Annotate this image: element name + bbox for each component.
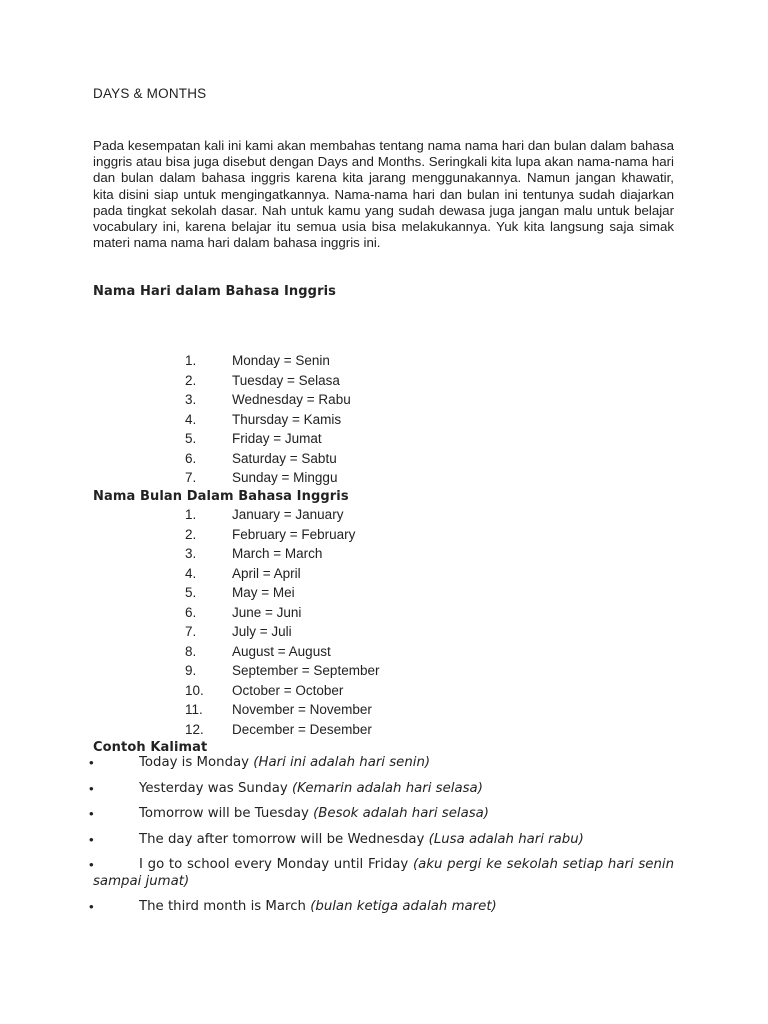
- sentence-text: I go to school every Monday until Friday: [139, 857, 413, 872]
- list-item: [89, 780, 674, 798]
- translation-text: (Hari ini adalah hari senin): [253, 755, 431, 770]
- sentence-text: Today is Monday: [139, 755, 254, 770]
- list-item: [89, 806, 674, 823]
- document-title: DAYS & MONTHS: [93, 86, 207, 101]
- bullet-icon: •: [89, 780, 94, 796]
- list-item: [89, 831, 674, 849]
- item-text: May = Mei: [232, 585, 295, 600]
- item-text: July = Juli: [232, 624, 292, 639]
- item-text: Monday = Senin: [232, 353, 330, 368]
- translation-text: (Besok adalah hari selasa): [313, 806, 489, 821]
- item-text: Tuesday = Selasa: [232, 372, 340, 388]
- list-item: [89, 857, 675, 890]
- item-number: 8.: [185, 643, 197, 659]
- item-text: June = Juni: [232, 604, 302, 620]
- item-text: Wednesday = Rabu: [232, 392, 351, 407]
- translation-text: (Lusa adalah hari rabu): [428, 831, 584, 847]
- item-text: April = April: [232, 565, 301, 581]
- months-heading: Nama Bulan Dalam Bahasa Inggris: [93, 489, 349, 504]
- item-text: November = November: [232, 702, 372, 717]
- bullet-icon: •: [89, 831, 94, 847]
- sentence-text: Tomorrow will be Tuesday: [139, 806, 314, 821]
- item-text: October = October: [232, 682, 344, 698]
- bullet-icon: •: [89, 755, 94, 770]
- item-number: 1.: [185, 353, 197, 368]
- item-number: 10.: [185, 682, 204, 698]
- item-text: Saturday = Sabtu: [232, 450, 337, 466]
- item-text: March = March: [232, 546, 323, 561]
- example-sentence: [93, 899, 674, 916]
- item-number: 5.: [185, 431, 197, 446]
- item-text: August = August: [232, 643, 331, 659]
- intro-paragraph: Pada kesempatan kali ini kami akan membahas tentang nama nama hari dan bulan dalam bahasa inggris atau bisa juga disebut dengan Days and Months. Seringkali kita lupa akan nama-nama hari dan bulan dalam bahasa inggris karena kita jarang menggunakannya. Namun jangan khawatir, kita disini siap untuk mengingatkannya. Nama-nama hari dan bulan ini tentunya sudah diajarkan pada tingkat sekolah dasar. Nah untuk kamu yang sudah dewasa juga jangan malu untuk belajar vocabulary ini, karena belajar itu semua usia bisa melakukannya. Yuk kita langsung saja simak materi nama nama hari dalam bahasa inggris ini.: [93, 138, 674, 251]
- item-number: 6.: [185, 450, 197, 466]
- sentence-text: The third month is March: [139, 899, 311, 914]
- item-number: 7.: [185, 624, 197, 639]
- example-sentence: [93, 832, 674, 849]
- item-number: 5.: [185, 585, 197, 600]
- example-sentence: [93, 755, 674, 772]
- bullet-icon: •: [89, 899, 94, 914]
- days-heading: Nama Hari dalam Bahasa Inggris: [93, 284, 336, 299]
- example-sentence: [93, 781, 674, 798]
- examples-list: [89, 755, 675, 916]
- item-number: 4.: [185, 411, 197, 427]
- item-number: 12.: [185, 721, 204, 737]
- translation-text: (Kemarin adalah hari selasa): [291, 780, 483, 796]
- translation-text: (bulan ketiga adalah maret): [310, 899, 497, 914]
- examples-heading: Contoh Kalimat: [93, 740, 208, 755]
- list-item: [89, 899, 674, 916]
- item-number: 7.: [185, 470, 197, 485]
- sentence-text: The day after tomorrow will be Wednesday: [139, 831, 429, 847]
- item-text: Sunday = Minggu: [232, 470, 338, 485]
- item-text: January = January: [232, 507, 344, 522]
- translation-text: (aku pergi ke sekolah setiap hari senin sampai jumat): [93, 857, 675, 889]
- list-item: [89, 755, 674, 772]
- item-number: 4.: [185, 565, 197, 581]
- item-text: Friday = Jumat: [232, 431, 322, 446]
- item-text: February = February: [232, 526, 356, 542]
- item-text: December = Desember: [232, 721, 372, 737]
- item-number: 3.: [185, 546, 197, 561]
- item-number: 2.: [185, 372, 197, 388]
- item-number: 11.: [185, 702, 203, 717]
- bullet-icon: •: [89, 806, 94, 821]
- item-number: 2.: [185, 526, 197, 542]
- item-number: 3.: [185, 392, 197, 407]
- item-number: 1.: [185, 507, 197, 522]
- item-number: 6.: [185, 604, 197, 620]
- item-text: September = September: [232, 663, 380, 678]
- example-sentence: [93, 806, 674, 823]
- example-sentence: [93, 857, 674, 890]
- sentence-text: Yesterday was Sunday: [139, 780, 292, 796]
- bullet-icon: •: [89, 857, 94, 872]
- item-number: 9.: [185, 663, 197, 678]
- item-text: Thursday = Kamis: [232, 411, 342, 427]
